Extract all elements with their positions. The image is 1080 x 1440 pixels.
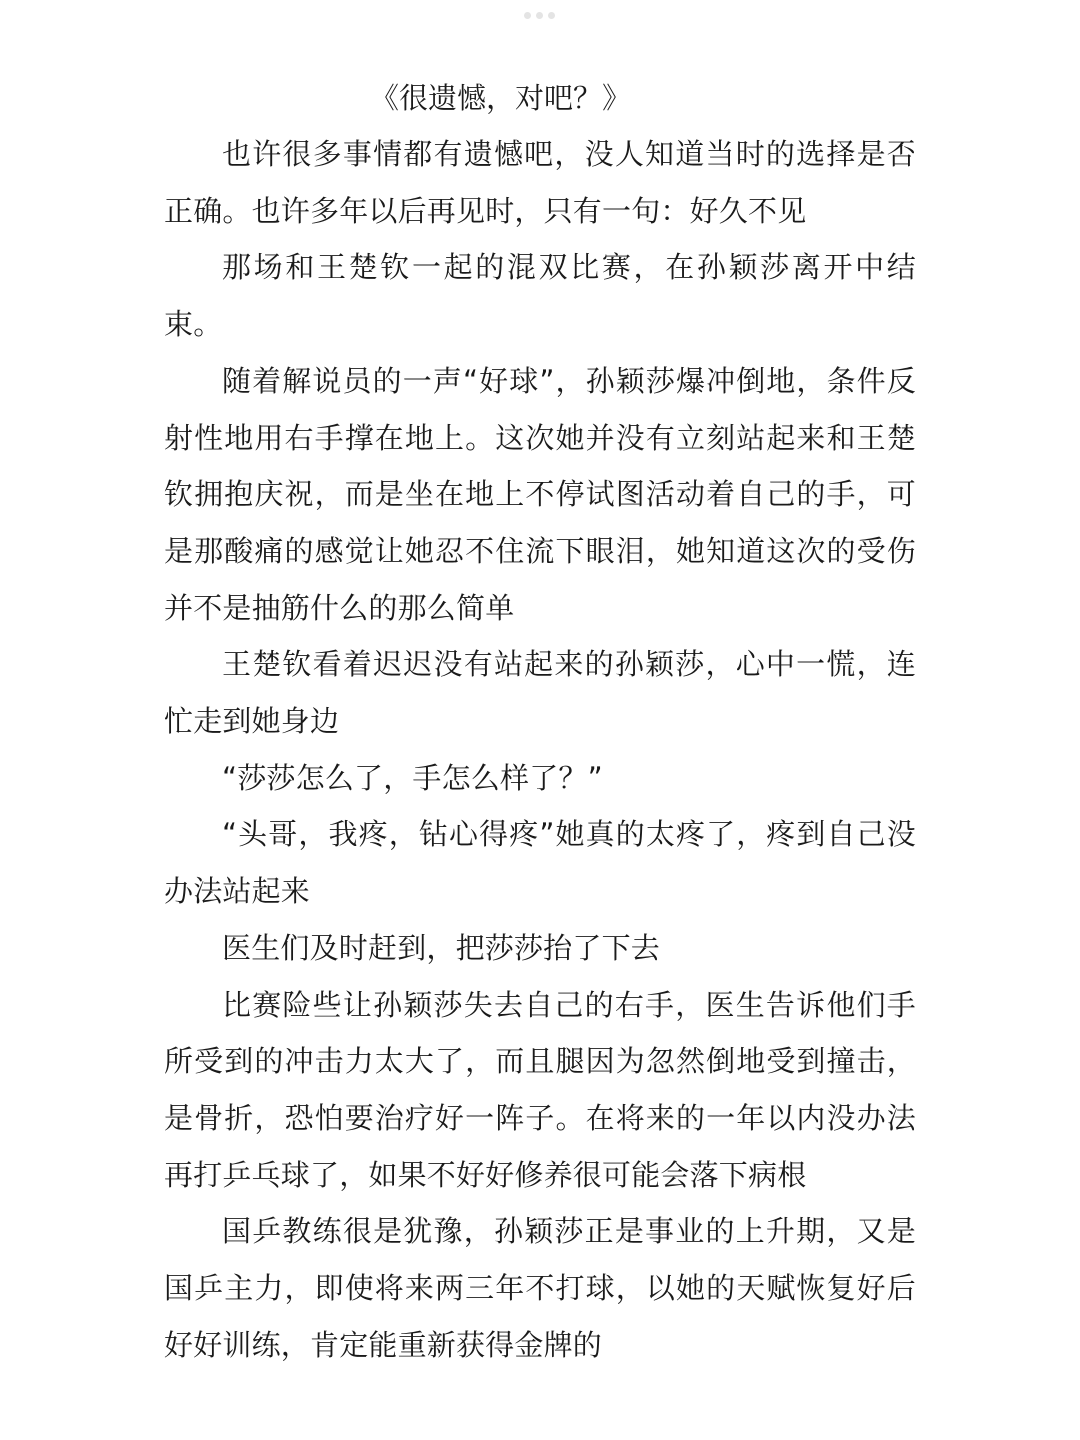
paragraph: “莎莎怎么了，手怎么样了？” xyxy=(222,760,603,795)
paragraph: 王楚钦看着迟迟没有站起来的孙颖莎，心中一慌，连忙走到她身边 xyxy=(164,647,916,739)
paragraph: 随着解说员的一声“好球”，孙颖莎爆冲倒地，条件反射性地用右手撑在地上。这次她并没有立刻站起来和王楚钦拥抱庆祝，而是坐在地上不停试图活动着自己的手，可是那酸痛的感觉让她忍不住流下眼泪，她知道这次的受伤并不是抽筋什么的那么简单 xyxy=(164,363,916,625)
paragraph: 比赛险些让孙颖莎失去自己的右手，医生告诉他们手所受到的冲击力太大了，而且腿因为忽然倒地受到撞击，是骨折，恐怕要治疗好一阵子。在将来的一年以内没办法再打乒乓球了，如果不好好修养很可能会落下病根 xyxy=(164,987,916,1192)
paragraph: 也许很多事情都有遗憾吧，没人知道当时的选择是否正确。也许多年以后再见时，只有一句：好久不见 xyxy=(164,137,916,228)
indicator-dot xyxy=(524,12,531,19)
paragraph: 医生们及时赶到，把莎莎抬了下去 xyxy=(222,930,661,965)
paragraph: 国乒教练很是犹豫，孙颖莎正是事业的上升期，又是国乒主力，即使将来两三年不打球，以她的天赋恢复好后好好训练，肯定能重新获得金牌的 xyxy=(164,1214,916,1362)
document-page xyxy=(164,70,916,1373)
indicator-dot xyxy=(536,12,543,19)
paragraph: 那场和王楚钦一起的混双比赛，在孙颖莎离开中结束。 xyxy=(164,250,916,342)
page-indicator xyxy=(524,12,555,19)
document-title: 《很遗憾，对吧？》 xyxy=(370,81,632,115)
paragraph: “头哥，我疼，钻心得疼”她真的太疼了，疼到自己没办法站起来 xyxy=(164,817,916,909)
indicator-dot xyxy=(548,12,555,19)
